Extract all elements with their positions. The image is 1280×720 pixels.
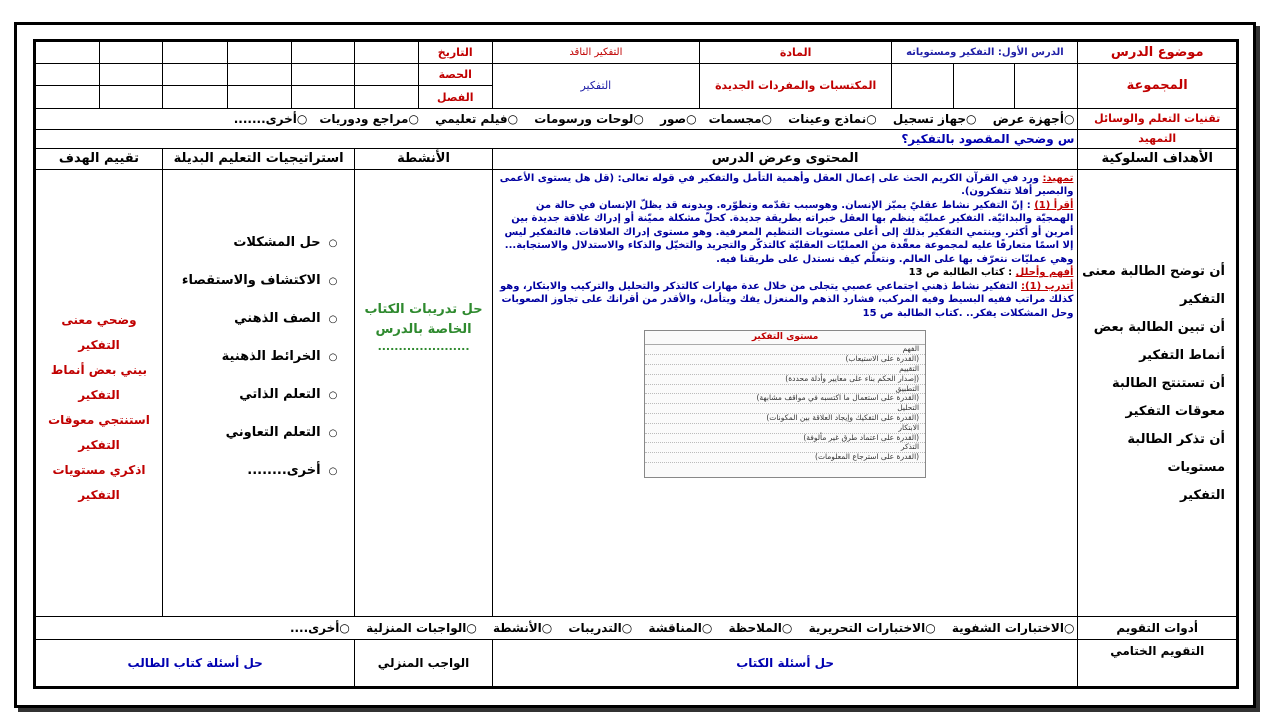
- activities-cell: [355, 169, 492, 616]
- strategy-item[interactable]: ○التعلم الذاتي: [239, 386, 338, 402]
- vocab-value: التفكير: [492, 64, 699, 108]
- class-cell-4: [162, 86, 228, 108]
- content-header: المحتوى وعرض الدرس: [492, 148, 1078, 169]
- tools-option-1[interactable]: ○أجهزة عرض: [992, 111, 1075, 126]
- assessment-option-6[interactable]: ○الأنشطة: [493, 621, 553, 636]
- strategies-list: [166, 224, 351, 490]
- figure-line: (القدرة على استعمال ما اكتسبه في مواقف مشابهة): [645, 394, 925, 404]
- train-text: التفكير نشاط ذهني اجتماعي عصبي يتجلى من خلال عدة مهارات كالتذكر والتحليل والتركيب والابتكار، وهو كذلك مراتب ففيه البسيط وفيه المركب، فشارد الذهم والمنعزل يفك ويتأمل، والأقدر من أقرانك على تجاوز الصعوبات وحل المشكلات يفكر.. .كتاب الطالبة ص 15: [500, 280, 1074, 319]
- evaluation-cell: [36, 169, 163, 616]
- tools-option-4[interactable]: ○مجسمات: [708, 111, 772, 126]
- lesson-title: الدرس الأول: التفكير ومستوياته: [892, 42, 1078, 64]
- group-label: المجموعة: [1078, 64, 1237, 108]
- read-subheading: أقرأ (1): [1034, 199, 1074, 211]
- period-cell-3: [228, 64, 291, 86]
- date-cell-4: [162, 42, 228, 64]
- figure-line: التحليل: [645, 404, 925, 414]
- strategy-item[interactable]: ○التعلم التعاوني: [225, 424, 338, 440]
- date-cell-1: [355, 42, 418, 64]
- lesson-plan-table: [33, 39, 1239, 689]
- figure-line: (القدرة على استرجاع المعلومات): [645, 453, 925, 463]
- figure-line: التقييم: [645, 365, 925, 375]
- strategy-item[interactable]: ○أخرى........: [247, 462, 338, 478]
- date-label: التاريخ: [418, 42, 492, 64]
- tools-option-5[interactable]: ○صور: [660, 111, 697, 126]
- figure-line: التطبيق: [645, 385, 925, 395]
- period-label: الحصة: [418, 64, 492, 86]
- period-cell-4: [162, 64, 228, 86]
- strategies-cell: [162, 169, 354, 616]
- assessment-tools-label: أدوات التقويم: [1078, 617, 1237, 640]
- assessment-option-4[interactable]: ○المناقشة: [648, 621, 713, 636]
- tools-option-6[interactable]: ○لوحات ورسومات: [534, 111, 644, 126]
- lesson-plan-page: [14, 22, 1256, 708]
- assessment-option-5[interactable]: ○التدريبات: [568, 621, 633, 636]
- tools-label: تقنيات التعلم والوسائل: [1078, 108, 1237, 129]
- activities-header: الأنشطة: [355, 148, 492, 169]
- class-cell-1: [355, 86, 418, 108]
- goal-line: أنماط التفكير: [1139, 347, 1225, 363]
- assessment-option-7[interactable]: ○الواجبات المنزلية: [366, 621, 477, 636]
- figure-line: (القدرة على اعتماد طرق غير مألوفة): [645, 434, 925, 444]
- class-label: الفصل: [418, 86, 492, 108]
- date-cell-3: [228, 42, 291, 64]
- evaluation-item: اذكري مستويات التفكير: [52, 462, 146, 502]
- period-cell-5: [99, 64, 162, 86]
- date-cell-2: [291, 42, 354, 64]
- figure-title: مستوى التفكير: [645, 331, 925, 345]
- group-cell-2: [953, 64, 1014, 108]
- evaluation-header: تقييم الهدف: [36, 148, 163, 169]
- strategy-item[interactable]: ○الصف الذهني: [234, 310, 338, 326]
- content-cell: [492, 169, 1078, 616]
- intro-label: التمهيد: [1078, 129, 1237, 148]
- assessment-option-8[interactable]: ○أخرى....: [289, 621, 350, 636]
- final-eval-label: التقويم الختامي: [1078, 640, 1237, 687]
- goal-line: أن تستنتج الطالبة: [1112, 375, 1225, 391]
- assessment-tools-options: [36, 617, 1078, 640]
- subject-value: التفكير الناقد: [492, 42, 699, 64]
- assessment-option-1[interactable]: ○الاختبارات الشفوية: [951, 621, 1075, 636]
- figure-line: التذكر: [645, 443, 925, 453]
- period-cell-6: [36, 64, 100, 86]
- tools-option-2[interactable]: ○جهاز تسجيل: [892, 111, 977, 126]
- strategy-item[interactable]: ○حل المشكلات: [233, 234, 338, 250]
- class-cell-6: [36, 86, 100, 108]
- figure-line: الفهم: [645, 345, 925, 355]
- strategy-item[interactable]: ○الخرائط الذهنية: [221, 348, 338, 364]
- class-cell-2: [291, 86, 354, 108]
- subject-label: المادة: [699, 42, 891, 64]
- tools-option-9[interactable]: ○أخرى.......: [233, 111, 308, 126]
- group-cell-1: [1015, 64, 1078, 108]
- goals-cell: [1078, 169, 1237, 616]
- goal-line: أن تبين الطالبة بعض: [1093, 319, 1225, 335]
- goal-line: أن توضح الطالبة معنى: [1082, 263, 1225, 279]
- assessment-option-2[interactable]: ○الاختبارات التحريرية: [808, 621, 936, 636]
- goal-line: أن تذكر الطالبة مستويات: [1127, 431, 1225, 475]
- figure-line: (إصدار الحكم بناء على معايير وأدلة محددة): [645, 375, 925, 385]
- evaluation-item: استنتجي معوقات التفكير: [48, 412, 150, 452]
- strategies-header: استراتيجيات التعليم البديلة: [162, 148, 354, 169]
- class-cell-3: [228, 86, 291, 108]
- train-subheading: أتدرب (1):: [1021, 280, 1074, 292]
- thinking-levels-figure: [644, 330, 926, 478]
- evaluation-item: بيني بعض أنماط التفكير: [50, 362, 148, 402]
- homework-label: الواجب المنزلي: [355, 640, 492, 687]
- figure-line: (القدرة على الاستيعاب): [645, 355, 925, 365]
- group-cell-3: [892, 64, 953, 108]
- read-text: : إنّ التفكير نشاط عقليّ يميّز الإنسان. وهوسبب تقدّمه وتطوّره. وبدونه قد يظلّ الإنسان في حالة من الهمجيّة والبدائيّة. التفكير عمليّة ينظم بها العقل خبراته بطريقة جديدة. كحلّ مشكلة مميّنة أو إدراك علاقة جديدة بين أمرين أو أكثر. وينتمي التفكير بذلك إلى أعلى مستويات التنظيم المعرفية. وهو مستوى إدراك العلاقات. فالتفكير ليس إلا اسمًا متعارفًا عليه لمجموعة معقّدة من العمليّات العقليّة كالتذكّر والتجريد والتخيّل والذكاء والاستدلال والاستجابة... وهي عمليّات نتعرّف بها على العالم. ونتعلّم كيف نستدل على طريقنا فيه.: [504, 199, 1074, 265]
- goals-header: الأهداف السلوكية: [1078, 148, 1237, 169]
- class-cell-5: [99, 86, 162, 108]
- period-cell-1: [355, 64, 418, 86]
- intro-question: س وضحي المقصود بالتفكير؟: [36, 129, 1078, 148]
- figure-line: (القدرة على التفكيك وإيجاد العلاقة بين المكونات): [645, 414, 925, 424]
- final-book-questions: حل أسئلة الكتاب: [492, 640, 1078, 687]
- activities-text: حل تدريبات الكتاب الخاصة بالدرس: [364, 301, 483, 337]
- vocab-label: المكتسبات والمفردات الجديدة: [699, 64, 891, 108]
- tools-option-3[interactable]: ○نماذج وعينات: [788, 111, 877, 126]
- goal-line: التفكير: [1180, 291, 1225, 307]
- tools-option-7[interactable]: ○فيلم تعليمي: [435, 111, 519, 126]
- tools-option-8[interactable]: ○مراجع ودوريات: [319, 111, 419, 126]
- date-cell-5: [99, 42, 162, 64]
- goal-line: التفكير: [1180, 487, 1225, 503]
- tools-options: [36, 108, 1078, 129]
- intro-subheading: تمهيد:: [1042, 172, 1074, 184]
- strategy-item[interactable]: ○الاكتشاف والاستقصاء: [181, 272, 338, 288]
- homework-value: حل أسئلة كتاب الطالب: [36, 640, 355, 687]
- intro-text: ورد في القرآن الكريم الحث على إعمال العقل وأهمية التأمل والتفكير في قوله تعالى: (قل هل يستوى الأعمى والبصير أفلا تتفكرون).: [499, 172, 1074, 198]
- assessment-option-3[interactable]: ○الملاحظة: [728, 621, 793, 636]
- evaluation-item: وضحي معنى التفكير: [61, 312, 137, 352]
- goal-line: معوقات التفكير: [1125, 403, 1225, 419]
- understand-text: : كتاب الطالبة ص 13: [908, 267, 1016, 279]
- content-paragraph: [493, 170, 1078, 323]
- date-cell-6: [36, 42, 100, 64]
- topic-label: موضوع الدرس: [1078, 42, 1237, 64]
- figure-line: الابتكار: [645, 424, 925, 434]
- period-cell-2: [291, 64, 354, 86]
- activities-dots: ......................: [377, 339, 470, 353]
- understand-subheading: أفهم وأحلل: [1015, 267, 1074, 279]
